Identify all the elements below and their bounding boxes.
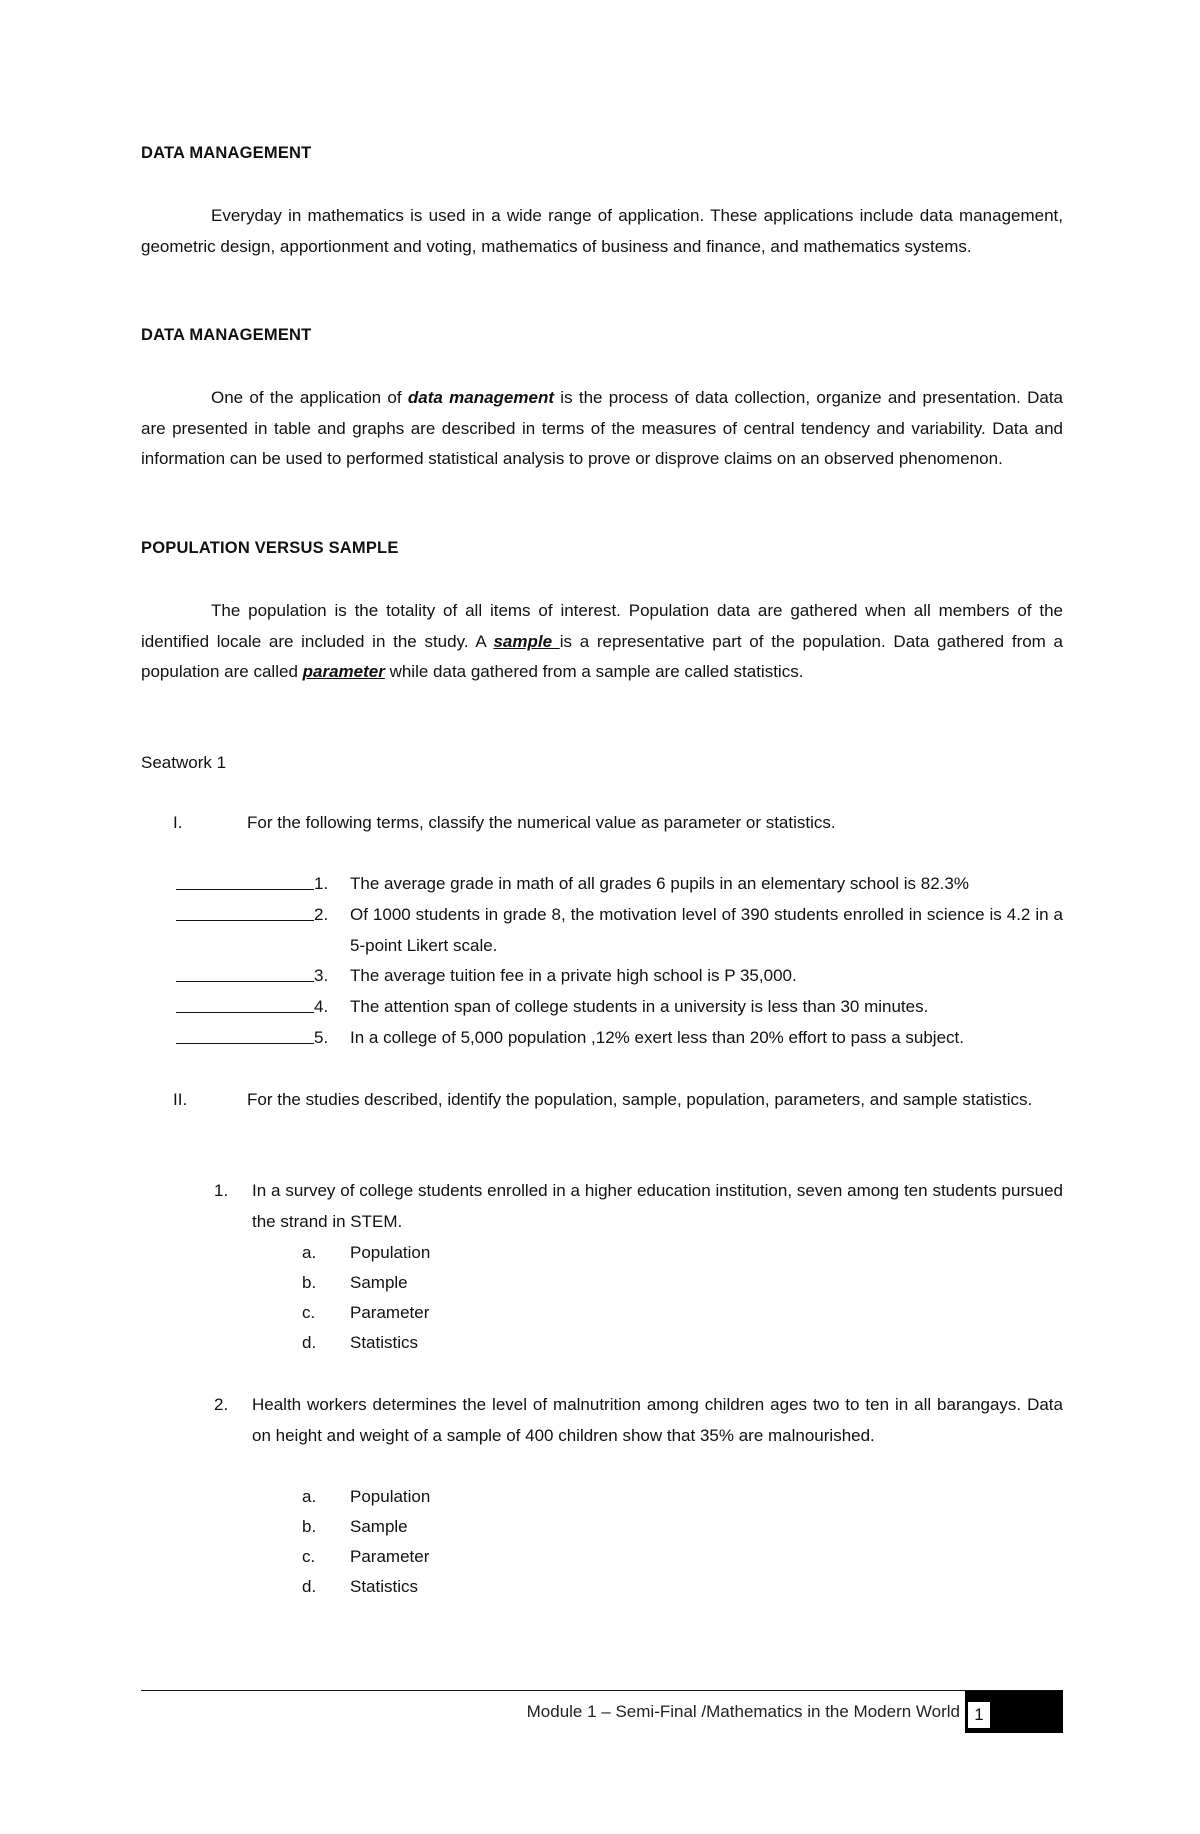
item-number: 4. [314, 997, 329, 1016]
item-text: The average tuition fee in a private high school is P 35,000. [350, 966, 797, 985]
q1-option-sample [302, 1268, 408, 1299]
dm-term-emphasis: data management [407, 388, 554, 407]
item-number: 5. [314, 1028, 329, 1047]
q1-option-population [302, 1238, 430, 1269]
section-heading-population-vs-sample: POPULATION VERSUS SAMPLE [141, 539, 399, 557]
page-number: 1 [968, 1702, 990, 1728]
option-letter: a. [302, 1243, 317, 1262]
item-text: In a college of 5,000 population ,12% exert less than 20% effort to pass a subject. [350, 1028, 964, 1047]
answer-blank-5[interactable] [176, 1023, 314, 1044]
option-letter: b. [302, 1517, 317, 1536]
question-number: 1. [214, 1181, 229, 1200]
q2-option-statistics [302, 1572, 418, 1603]
option-label: Population [350, 1243, 431, 1262]
question-number: 2. [214, 1395, 229, 1414]
pop-para-part1: The population is the totality of all items of interest. Population data are gathered when all members of the identified locale are included in the study. A [141, 601, 1063, 651]
answer-blank-3[interactable] [176, 961, 314, 982]
q1-option-statistics [302, 1328, 418, 1359]
item-number: 2. [314, 905, 329, 924]
classify-item-2 [176, 900, 1063, 961]
pop-para-part2: is a representative part of the population. Data gathered from a population are called [141, 631, 1064, 681]
question-text: Health workers determines the level of malnutrition among children ages two to ten in all barangays. Data on height and weight of a sample of 400 children show that 35% are malnourished. [252, 1395, 1063, 1445]
option-label: Statistics [350, 1577, 419, 1596]
dm-para-start: One of the application of [211, 388, 408, 407]
footer-module-title: Module 1 – Semi-Final /Mathematics in the Modern World [526, 1702, 960, 1721]
section-heading-data-management-1: DATA MANAGEMENT [141, 144, 312, 162]
seatwork-title: Seatwork 1 [141, 753, 227, 772]
option-label: Parameter [350, 1303, 430, 1322]
option-letter: b. [302, 1273, 317, 1292]
option-label: Population [350, 1487, 431, 1506]
item-text: The average grade in math of all grades 6 pupils in an elementary school is 82.3% [350, 874, 969, 893]
pop-term-parameter: parameter [302, 662, 385, 681]
option-label: Sample [350, 1517, 408, 1536]
item-number: 1. [314, 874, 329, 893]
answer-blank-1[interactable] [176, 869, 314, 890]
data-management-paragraph [141, 383, 1063, 475]
classify-item-1 [176, 869, 1063, 900]
pop-term-sample: sample [493, 631, 560, 651]
answer-blank-4[interactable] [176, 992, 314, 1013]
dm-para-rest: is the process of data collection, organize and presentation. Data are presented in table and graphs are described in terms of the measures of central tendency and variability. Data and information can be used to performed statistical analysis to prove or disprove claims on an observed phenomenon. [141, 388, 1063, 468]
question-text: In a survey of college students enrolled in a higher education institution, seven among ten students pursued the strand in STEM. [252, 1181, 1063, 1231]
classify-item-5 [176, 1023, 1063, 1054]
option-letter: a. [302, 1487, 317, 1506]
section-heading-data-management-2: DATA MANAGEMENT [141, 326, 312, 344]
option-label: Statistics [350, 1333, 419, 1352]
intro-paragraph-text: Everyday in mathematics is used in a wide range of application. These applications include data management, geometric design, apportionment and voting, mathematics of business and finance, and mathematics systems. [141, 206, 1063, 256]
option-label: Parameter [350, 1547, 430, 1566]
q1-option-parameter [302, 1298, 429, 1329]
item-text: The attention span of college students in a university is less than 30 minutes. [350, 997, 929, 1016]
part2-instruction: For the studies described, identify the population, sample, population, parameters, and sample statistics. [247, 1090, 1033, 1109]
option-letter: c. [302, 1303, 316, 1322]
option-letter: d. [302, 1577, 317, 1596]
footer-divider [141, 1690, 1063, 1691]
q2-option-parameter [302, 1542, 429, 1573]
option-letter: d. [302, 1333, 317, 1352]
answer-blank-2[interactable] [176, 900, 314, 921]
population-paragraph [141, 596, 1063, 688]
option-letter: c. [302, 1547, 316, 1566]
study-question-2 [214, 1390, 1063, 1451]
item-number: 3. [314, 966, 329, 985]
intro-paragraph [141, 201, 1063, 262]
pop-para-part3: while data gathered from a sample are called statistics. [384, 662, 804, 681]
classify-item-3 [176, 961, 1063, 992]
study-question-1 [214, 1176, 1063, 1237]
part1-numeral: I. [173, 813, 183, 832]
classify-item-4 [176, 992, 1063, 1023]
item-text: Of 1000 students in grade 8, the motivation level of 390 students enrolled in science is 4.2 in a 5-point Likert scale. [350, 905, 1063, 955]
part2-numeral: II. [173, 1090, 188, 1109]
option-label: Sample [350, 1273, 408, 1292]
q2-option-population [302, 1482, 430, 1513]
q2-option-sample [302, 1512, 408, 1543]
part1-instruction: For the following terms, classify the numerical value as parameter or statistics. [247, 813, 836, 832]
